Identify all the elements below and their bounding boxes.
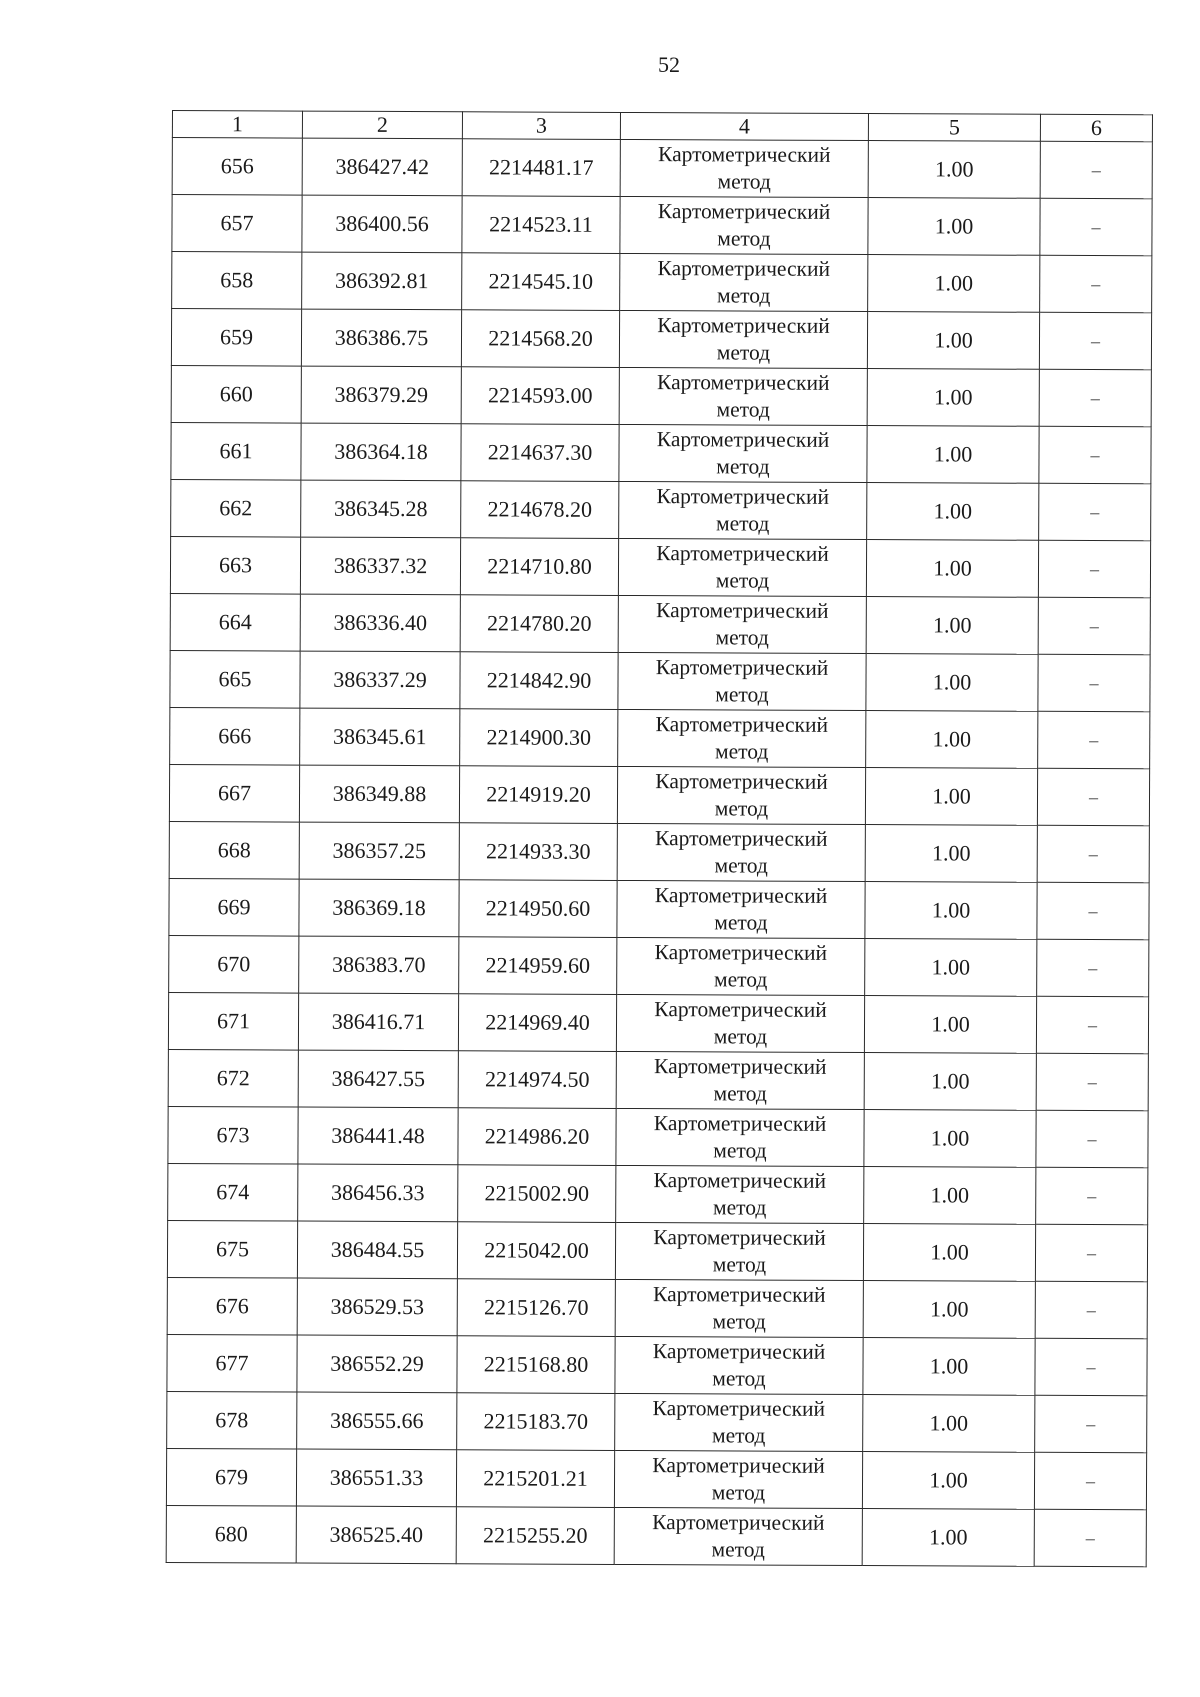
x-coordinate-cell: 386525.40 bbox=[296, 1506, 456, 1564]
method-line-2: метод bbox=[711, 1423, 766, 1448]
method-line-2: метод bbox=[715, 511, 770, 536]
y-coordinate-cell: 2214974.50 bbox=[458, 1051, 616, 1109]
method-line-2: метод bbox=[714, 796, 769, 821]
y-coordinate-cell: 2214900.30 bbox=[460, 709, 618, 767]
y-coordinate-cell: 2215168.80 bbox=[457, 1336, 615, 1394]
method-cell bbox=[615, 1222, 863, 1280]
table-row bbox=[170, 650, 1150, 711]
method-line-1: Картометрический bbox=[657, 199, 831, 224]
method-line-2: метод bbox=[717, 226, 771, 251]
point-number-cell: 659 bbox=[171, 309, 301, 367]
method-cell bbox=[620, 196, 868, 254]
x-coordinate-cell: 386336.40 bbox=[300, 594, 460, 652]
method-line-2: метод bbox=[712, 1252, 767, 1277]
x-coordinate-cell: 386427.55 bbox=[298, 1050, 458, 1108]
y-coordinate-cell: 2214950.60 bbox=[459, 880, 617, 938]
accuracy-cell: 1.00 bbox=[865, 882, 1037, 940]
x-coordinate-cell: 386392.81 bbox=[302, 252, 462, 310]
point-number-cell: 665 bbox=[170, 650, 300, 708]
note-cell: – bbox=[1038, 540, 1150, 597]
y-coordinate-cell: 2214959.60 bbox=[459, 937, 617, 995]
y-coordinate-cell: 2214842.90 bbox=[460, 652, 618, 710]
x-coordinate-cell: 386383.70 bbox=[299, 936, 459, 994]
table-row bbox=[167, 1391, 1147, 1452]
accuracy-cell: 1.00 bbox=[862, 1509, 1034, 1567]
method-cell bbox=[618, 595, 866, 653]
x-coordinate-cell: 386349.88 bbox=[299, 765, 459, 823]
point-number-cell: 667 bbox=[169, 764, 299, 822]
method-line-1: Картометрический bbox=[655, 769, 828, 794]
point-number-cell: 670 bbox=[169, 935, 299, 993]
point-number-cell: 657 bbox=[172, 195, 302, 253]
y-coordinate-cell: 2214568.20 bbox=[461, 310, 619, 368]
method-line-1: Картометрический bbox=[657, 370, 830, 395]
x-coordinate-cell: 386529.53 bbox=[297, 1278, 457, 1336]
method-line-1: Картометрический bbox=[655, 712, 829, 737]
method-cell bbox=[616, 1165, 864, 1223]
note-cell: – bbox=[1037, 825, 1149, 882]
accuracy-cell: 1.00 bbox=[868, 141, 1040, 199]
method-line-1: Картометрический bbox=[654, 997, 827, 1022]
note-cell: – bbox=[1036, 996, 1148, 1053]
method-cell bbox=[615, 1279, 863, 1337]
x-coordinate-cell: 386400.56 bbox=[302, 195, 462, 253]
table-row bbox=[171, 422, 1151, 483]
table-header bbox=[172, 111, 1152, 142]
method-line-2: метод bbox=[715, 568, 770, 593]
y-coordinate-cell: 2214780.20 bbox=[460, 595, 618, 653]
y-coordinate-cell: 2214933.30 bbox=[459, 823, 617, 881]
method-cell bbox=[619, 481, 867, 539]
note-cell: – bbox=[1036, 1053, 1148, 1110]
method-line-2: метод bbox=[713, 1138, 767, 1163]
point-number-cell: 660 bbox=[171, 365, 301, 423]
method-line-2: метод bbox=[711, 1480, 766, 1505]
method-line-2: метод bbox=[716, 454, 770, 479]
point-number-cell: 664 bbox=[170, 593, 300, 651]
method-line-2: метод bbox=[713, 967, 768, 992]
method-cell bbox=[618, 709, 866, 767]
table-row bbox=[168, 1163, 1148, 1224]
method-line-1: Картометрический bbox=[655, 826, 828, 851]
accuracy-cell: 1.00 bbox=[863, 1224, 1035, 1282]
point-number-cell: 666 bbox=[170, 707, 300, 765]
point-number-cell: 678 bbox=[167, 1391, 297, 1449]
method-line-1: Картометрический bbox=[653, 1111, 827, 1136]
point-number-cell: 662 bbox=[171, 479, 301, 537]
method-line-2: метод bbox=[712, 1309, 766, 1334]
method-line-1: Картометрический bbox=[652, 1510, 825, 1535]
method-line-1: Картометрический bbox=[655, 655, 829, 680]
accuracy-cell: 1.00 bbox=[863, 1395, 1035, 1453]
y-coordinate-cell: 2214593.00 bbox=[461, 367, 619, 425]
note-cell: – bbox=[1040, 141, 1152, 198]
x-coordinate-cell: 386337.29 bbox=[300, 651, 460, 709]
x-coordinate-cell: 386345.61 bbox=[300, 708, 460, 766]
method-cell bbox=[620, 139, 868, 197]
method-line-1: Картометрический bbox=[656, 541, 829, 566]
point-number-cell: 671 bbox=[168, 992, 298, 1050]
accuracy-cell: 1.00 bbox=[864, 1053, 1036, 1111]
method-line-2: метод bbox=[714, 853, 768, 878]
accuracy-cell: 1.00 bbox=[866, 540, 1038, 598]
y-coordinate-cell: 2214545.10 bbox=[462, 253, 620, 311]
note-cell: – bbox=[1035, 1281, 1147, 1338]
y-coordinate-cell: 2214919.20 bbox=[459, 766, 617, 824]
point-number-cell: 674 bbox=[168, 1163, 298, 1221]
note-cell: – bbox=[1040, 198, 1152, 255]
x-coordinate-cell: 386416.71 bbox=[298, 993, 458, 1051]
table-row bbox=[169, 764, 1149, 825]
page-number: 52 bbox=[658, 52, 680, 77]
y-coordinate-cell: 2215183.70 bbox=[457, 1393, 615, 1451]
x-coordinate-cell: 386427.42 bbox=[302, 138, 462, 196]
method-cell bbox=[618, 538, 866, 596]
method-line-1: Картометрический bbox=[657, 256, 831, 281]
coordinates-table bbox=[166, 110, 1153, 1567]
note-cell: – bbox=[1036, 1167, 1148, 1224]
y-coordinate-cell: 2214481.17 bbox=[462, 139, 620, 197]
method-cell bbox=[614, 1507, 862, 1565]
column-header-1: 1 bbox=[172, 111, 302, 139]
method-line-1: Картометрический bbox=[654, 883, 828, 908]
x-coordinate-cell: 386552.29 bbox=[297, 1335, 457, 1393]
column-header-4: 4 bbox=[620, 112, 868, 140]
column-header-6: 6 bbox=[1040, 114, 1152, 141]
x-coordinate-cell: 386555.66 bbox=[297, 1392, 457, 1450]
note-cell: – bbox=[1039, 369, 1151, 426]
accuracy-cell: 1.00 bbox=[864, 996, 1036, 1054]
point-number-cell: 663 bbox=[170, 536, 300, 594]
table-row bbox=[169, 935, 1149, 996]
method-cell bbox=[616, 994, 864, 1052]
x-coordinate-cell: 386386.75 bbox=[301, 309, 461, 367]
point-number-cell: 661 bbox=[171, 422, 301, 480]
y-coordinate-cell: 2215255.20 bbox=[456, 1507, 614, 1565]
table-row bbox=[167, 1277, 1147, 1338]
y-coordinate-cell: 2215042.00 bbox=[457, 1222, 615, 1280]
x-coordinate-cell: 386441.48 bbox=[298, 1107, 458, 1165]
table-row bbox=[169, 878, 1149, 939]
table-row bbox=[168, 1049, 1148, 1110]
method-line-2: метод bbox=[714, 910, 768, 935]
x-coordinate-cell: 386357.25 bbox=[299, 822, 459, 880]
method-cell bbox=[619, 367, 867, 425]
method-line-2: метод bbox=[713, 1081, 767, 1106]
x-coordinate-cell: 386337.32 bbox=[300, 537, 460, 595]
method-line-2: метод bbox=[711, 1537, 765, 1562]
y-coordinate-cell: 2214678.20 bbox=[461, 481, 619, 539]
method-line-2: метод bbox=[715, 625, 769, 650]
table-row bbox=[172, 138, 1152, 199]
method-line-1: Картометрический bbox=[653, 1282, 826, 1307]
method-line-2: метод bbox=[713, 1024, 768, 1049]
method-cell bbox=[617, 880, 865, 938]
note-cell: – bbox=[1037, 882, 1149, 939]
method-line-1: Картометрический bbox=[654, 940, 828, 965]
accuracy-cell: 1.00 bbox=[863, 1338, 1035, 1396]
method-cell bbox=[617, 937, 865, 995]
method-line-1: Картометрический bbox=[652, 1396, 826, 1421]
method-cell bbox=[617, 766, 865, 824]
table-row bbox=[166, 1448, 1146, 1509]
point-number-cell: 669 bbox=[169, 878, 299, 936]
method-cell bbox=[614, 1450, 862, 1508]
method-cell bbox=[615, 1336, 863, 1394]
column-header-2: 2 bbox=[302, 111, 462, 139]
y-coordinate-cell: 2215126.70 bbox=[457, 1279, 615, 1337]
y-coordinate-cell: 2214637.30 bbox=[461, 424, 619, 482]
note-cell: – bbox=[1034, 1452, 1146, 1509]
column-header-5: 5 bbox=[868, 114, 1040, 142]
note-cell: – bbox=[1037, 939, 1149, 996]
accuracy-cell: 1.00 bbox=[867, 312, 1039, 370]
note-cell: – bbox=[1035, 1395, 1147, 1452]
accuracy-cell: 1.00 bbox=[868, 255, 1040, 313]
header-row bbox=[172, 111, 1152, 142]
y-coordinate-cell: 2215201.21 bbox=[456, 1450, 614, 1508]
point-number-cell: 677 bbox=[167, 1334, 297, 1392]
note-cell: – bbox=[1038, 711, 1150, 768]
note-cell: – bbox=[1034, 1509, 1146, 1566]
note-cell: – bbox=[1038, 654, 1150, 711]
method-cell bbox=[618, 652, 866, 710]
table-row bbox=[170, 707, 1150, 768]
table-row bbox=[170, 536, 1150, 597]
x-coordinate-cell: 386484.55 bbox=[297, 1221, 457, 1279]
method-line-1: Картометрический bbox=[654, 1054, 827, 1079]
note-cell: – bbox=[1035, 1338, 1147, 1395]
point-number-cell: 658 bbox=[172, 252, 302, 310]
x-coordinate-cell: 386379.29 bbox=[301, 366, 461, 424]
method-line-1: Картометрический bbox=[653, 1168, 827, 1193]
x-coordinate-cell: 386364.18 bbox=[301, 423, 461, 481]
method-line-2: метод bbox=[716, 340, 771, 365]
table-row bbox=[166, 1505, 1146, 1566]
table-row bbox=[171, 365, 1151, 426]
accuracy-cell: 1.00 bbox=[865, 939, 1037, 997]
y-coordinate-cell: 2214986.20 bbox=[458, 1108, 616, 1166]
note-cell: – bbox=[1038, 597, 1150, 654]
table-row bbox=[167, 1334, 1147, 1395]
point-number-cell: 656 bbox=[172, 138, 302, 196]
note-cell: – bbox=[1039, 426, 1151, 483]
column-header-3: 3 bbox=[462, 112, 620, 140]
note-cell: – bbox=[1037, 768, 1149, 825]
y-coordinate-cell: 2214969.40 bbox=[458, 994, 616, 1052]
y-coordinate-cell: 2215002.90 bbox=[458, 1165, 616, 1223]
method-cell bbox=[616, 1108, 864, 1166]
accuracy-cell: 1.00 bbox=[865, 825, 1037, 883]
x-coordinate-cell: 386369.18 bbox=[299, 879, 459, 937]
x-coordinate-cell: 386551.33 bbox=[296, 1449, 456, 1507]
accuracy-cell: 1.00 bbox=[866, 597, 1038, 655]
method-line-1: Картометрический bbox=[652, 1453, 825, 1478]
point-number-cell: 676 bbox=[167, 1277, 297, 1335]
method-line-1: Картометрический bbox=[653, 1225, 826, 1250]
point-number-cell: 673 bbox=[168, 1106, 298, 1164]
accuracy-cell: 1.00 bbox=[864, 1110, 1036, 1168]
point-number-cell: 675 bbox=[167, 1220, 297, 1278]
y-coordinate-cell: 2214710.80 bbox=[460, 538, 618, 596]
accuracy-cell: 1.00 bbox=[865, 768, 1037, 826]
accuracy-cell: 1.00 bbox=[867, 426, 1039, 484]
method-cell bbox=[616, 1051, 864, 1109]
accuracy-cell: 1.00 bbox=[862, 1452, 1034, 1510]
table-row bbox=[172, 252, 1152, 313]
accuracy-cell: 1.00 bbox=[867, 483, 1039, 541]
method-line-2: метод bbox=[714, 739, 769, 764]
x-coordinate-cell: 386456.33 bbox=[298, 1164, 458, 1222]
accuracy-cell: 1.00 bbox=[866, 654, 1038, 712]
method-cell bbox=[619, 310, 867, 368]
method-line-2: метод bbox=[712, 1366, 766, 1391]
table-row bbox=[168, 992, 1148, 1053]
method-line-2: метод bbox=[712, 1195, 767, 1220]
x-coordinate-cell: 386345.28 bbox=[301, 480, 461, 538]
method-cell bbox=[615, 1393, 863, 1451]
table-row bbox=[171, 479, 1151, 540]
method-line-1: Картометрический bbox=[656, 598, 829, 623]
method-line-1: Картометрический bbox=[658, 142, 831, 167]
point-number-cell: 679 bbox=[166, 1448, 296, 1506]
note-cell: – bbox=[1039, 483, 1151, 540]
accuracy-cell: 1.00 bbox=[866, 711, 1038, 769]
accuracy-cell: 1.00 bbox=[863, 1281, 1035, 1339]
method-line-1: Картометрический bbox=[657, 313, 830, 338]
accuracy-cell: 1.00 bbox=[867, 369, 1039, 427]
point-number-cell: 680 bbox=[166, 1505, 296, 1563]
method-line-1: Картометрический bbox=[656, 427, 830, 452]
method-cell bbox=[620, 253, 868, 311]
table-row bbox=[170, 593, 1150, 654]
note-cell: – bbox=[1036, 1110, 1148, 1167]
method-line-2: метод bbox=[715, 682, 769, 707]
method-line-2: метод bbox=[717, 169, 771, 194]
table-row bbox=[169, 821, 1149, 882]
note-cell: – bbox=[1035, 1224, 1147, 1281]
method-line-2: метод bbox=[716, 283, 771, 308]
method-line-1: Картометрический bbox=[652, 1339, 826, 1364]
method-cell bbox=[617, 823, 865, 881]
table-row bbox=[172, 195, 1152, 256]
note-cell: – bbox=[1039, 312, 1151, 369]
table-row bbox=[171, 309, 1151, 370]
point-number-cell: 672 bbox=[168, 1049, 298, 1107]
method-line-1: Картометрический bbox=[656, 484, 830, 509]
note-cell: – bbox=[1040, 255, 1152, 312]
method-line-2: метод bbox=[716, 397, 770, 422]
accuracy-cell: 1.00 bbox=[864, 1167, 1036, 1225]
y-coordinate-cell: 2214523.11 bbox=[462, 196, 620, 254]
table-row bbox=[167, 1220, 1147, 1281]
accuracy-cell: 1.00 bbox=[868, 198, 1040, 256]
point-number-cell: 668 bbox=[169, 821, 299, 879]
method-cell bbox=[619, 424, 867, 482]
table-body bbox=[166, 138, 1152, 1567]
table-row bbox=[168, 1106, 1148, 1167]
